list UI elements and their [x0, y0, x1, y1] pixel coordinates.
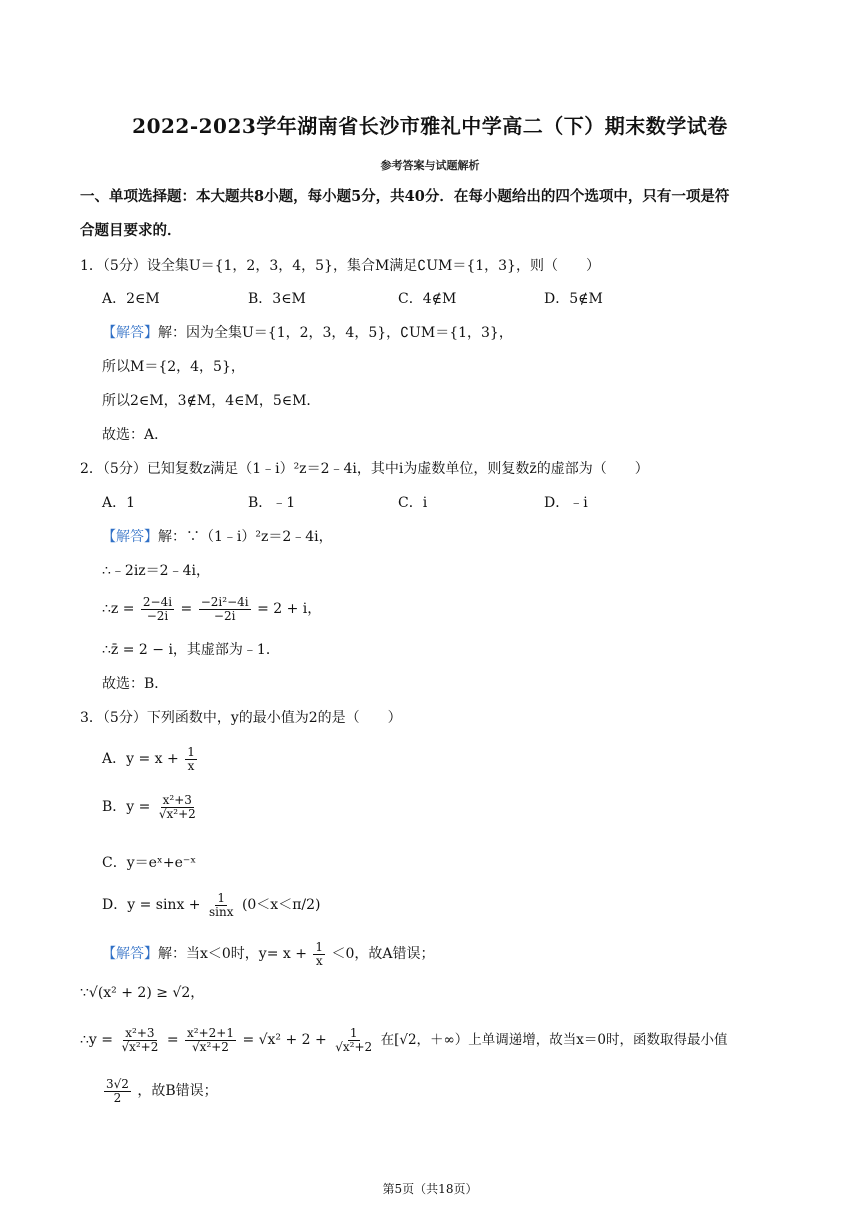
q2-solution-line2: ∴﹣2iz＝2﹣4i，	[102, 563, 210, 579]
q1-solution-line4: 故选：A．	[102, 427, 169, 443]
q1-option-d: D．5∉M	[544, 291, 603, 307]
q3-min-value-den: 2	[113, 1090, 122, 1105]
q2-solution-line1	[102, 530, 333, 544]
q3-option-a-den: x	[187, 758, 195, 773]
q3-solution-fraction-den: x	[315, 953, 323, 968]
q3-eq-fraction-1-den: √x²+2	[121, 1039, 159, 1054]
q2-option-b: B．﹣1	[248, 495, 296, 511]
page-subtitle: 参考答案与试题解析	[380, 159, 480, 172]
q3-solution-line3	[80, 1027, 728, 1053]
q3-eq-fraction-2-num: x²+2+1	[187, 1026, 234, 1040]
q3-option-b-text: B．y =	[102, 799, 151, 816]
q2-solution-tag: 【解答】	[102, 529, 158, 545]
q3-solution-line2: ∵√(x² + 2) ≥ √2，	[80, 985, 205, 1001]
q2-solution-text: 解：∵（1﹣i）²z＝2﹣4i，	[158, 529, 333, 545]
section-heading-line2: 合题目要求的．	[80, 222, 182, 239]
q3-eq-lhs: ∴y =	[80, 1032, 113, 1049]
q2-stem: 2．（5分）已知复数z满足（1﹣i）²z＝2﹣4i，其中i为虚数单位，则复数z̄的虚部为（ ）	[80, 461, 649, 477]
q3-eq-fraction-1	[119, 1027, 160, 1053]
q3-option-d	[102, 892, 321, 918]
q3-solution-fraction	[313, 941, 325, 967]
q1-solution-line1	[102, 326, 513, 340]
q3-solution-text-end: ＜0，故A错误；	[331, 946, 435, 963]
q3-solution-line4-text: ，故B错误；	[137, 1083, 218, 1100]
q3-option-d-fraction	[207, 892, 236, 918]
q3-option-b-num: x²+3	[162, 793, 192, 807]
q3-solution-line4	[102, 1078, 218, 1104]
q3-min-value-fraction	[104, 1078, 131, 1104]
q3-option-a	[102, 746, 199, 772]
q3-min-value-num: 3√2	[106, 1077, 129, 1091]
q3-eq-fraction-1-num: x²+3	[125, 1026, 155, 1040]
q3-eq-post: 在[√2，＋∞）上单调递增，故当x＝0时，函数取得最小值	[380, 1032, 728, 1049]
q3-option-b-fraction	[157, 794, 198, 820]
q3-option-a-num: 1	[187, 745, 195, 759]
q3-stem: 3．（5分）下列函数中，y的最小值为2的是（ ）	[80, 710, 402, 726]
q3-eq-fraction-3	[333, 1027, 374, 1053]
q3-eq-fraction-3-den: √x²+2	[335, 1039, 373, 1054]
q2-fraction-1-num: 2−4i	[142, 595, 173, 609]
q3-option-b	[102, 794, 200, 820]
q3-solution-tag: 【解答】	[102, 946, 158, 963]
q1-option-a: A．2∈M	[102, 291, 160, 307]
q3-eq-fraction-2-den: √x²+2	[192, 1039, 229, 1054]
q2-fraction-2	[199, 596, 251, 622]
q2-option-a: A．1	[102, 495, 136, 511]
q2-solution-line3	[102, 596, 321, 622]
q2-solution-line5: 故选：B．	[102, 676, 169, 692]
q3-option-d-num: 1	[217, 891, 226, 905]
q3-solution-text: 解：当x＜0时，y= x +	[158, 946, 307, 963]
q3-option-c: C．y＝eˣ+e⁻ˣ	[102, 855, 197, 871]
section-heading-line1: 一、单项选择题：本大题共8小题，每小题5分，共40分．在每小题给出的四个选项中，只有一项是符	[80, 188, 730, 205]
page-title: 2022-2023学年湖南省长沙市雅礼中学高二（下）期末数学试卷	[132, 114, 728, 138]
q2-eq-sign: =	[180, 601, 193, 618]
q3-solution-fraction-num: 1	[315, 940, 324, 954]
q1-stem: 1．（5分）设全集U＝{1，2，3，4，5}，集合M满足∁UM＝{1，3}，则（ ）	[80, 258, 600, 274]
q3-option-a-fraction	[185, 746, 197, 772]
q1-option-b: B．3∈M	[248, 291, 306, 307]
q2-option-d: D．﹣i	[544, 495, 588, 511]
q3-solution-line1	[102, 941, 435, 967]
q2-eq-lhs: ∴z =	[102, 601, 135, 618]
q2-solution-line4: ∴z̄ = 2 − i，其虚部为﹣1．	[102, 642, 280, 658]
q3-option-d-den: sinx	[208, 904, 234, 919]
q2-fraction-2-den: −2i	[213, 608, 236, 623]
q1-option-c: C．4∉M	[398, 291, 457, 307]
q3-eq-fraction-3-num: 1	[349, 1026, 358, 1040]
q2-option-c: C．i	[398, 495, 428, 511]
q3-option-d-domain: (0＜x＜π/2)	[241, 897, 321, 914]
q2-fraction-2-num: −2i²−4i	[200, 595, 249, 609]
q3-option-d-text: D．y = sinx +	[102, 897, 201, 914]
q3-eq-fraction-2	[185, 1027, 236, 1053]
q1-solution-line3: 所以2∈M，3∉M，4∈M，5∈M．	[102, 393, 321, 409]
q2-fraction-1-den: −2i	[146, 608, 169, 623]
page-footer: 第5页（共18页）	[382, 1182, 478, 1196]
q1-solution-tag: 【解答】	[102, 325, 158, 341]
q3-eq-mid: = √x² + 2 +	[242, 1032, 327, 1049]
q3-option-a-text: A．y = x +	[102, 751, 179, 768]
q1-solution-line2: 所以M＝{2，4，5}，	[102, 359, 245, 375]
q3-eq-sign: =	[166, 1032, 179, 1049]
q1-solution-text: 解：因为全集U＝{1，2，3，4，5}，∁UM＝{1，3}，	[158, 325, 513, 341]
q2-eq-rhs: = 2 + i，	[257, 601, 322, 618]
q3-option-b-den: √x²+2	[158, 806, 196, 821]
q2-fraction-1	[141, 596, 174, 622]
